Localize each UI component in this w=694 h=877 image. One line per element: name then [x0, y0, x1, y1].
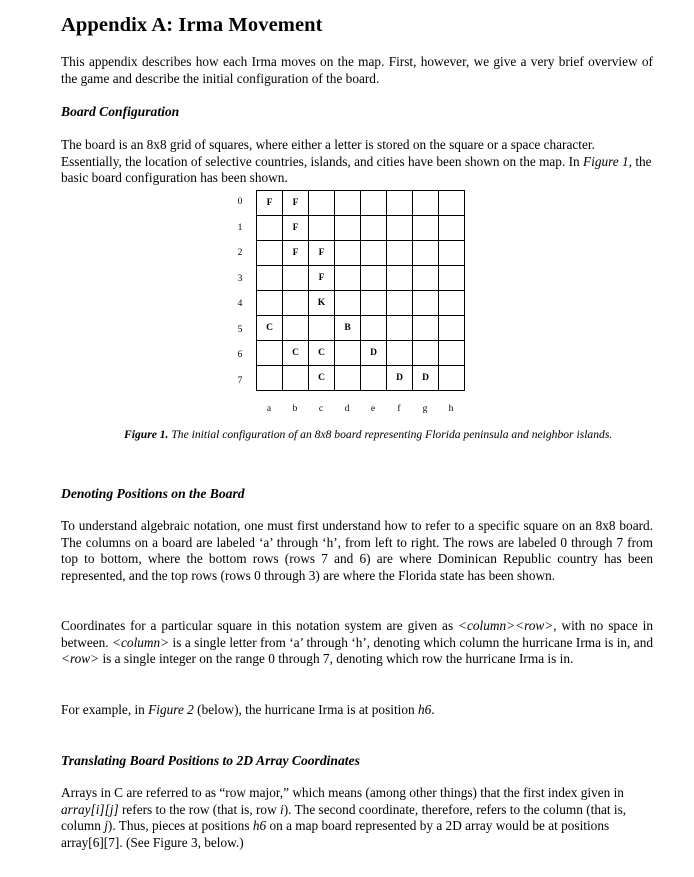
board-cell [283, 266, 309, 291]
board-cell [257, 216, 283, 241]
board-row [257, 291, 465, 316]
board-cell [361, 291, 387, 316]
board-cell [439, 191, 465, 216]
board-cell [413, 341, 439, 366]
board-cell: F [309, 241, 335, 266]
board-row-label: 2 [237, 248, 243, 258]
board-cell [439, 341, 465, 366]
text-run: ). The second coordinate, therefore, refers to the column (that is, column [61, 801, 627, 834]
text-run: is a single letter from ‘a’ through ‘h’, denoting which column the hurricane Irma is in, and [169, 634, 653, 650]
board-grid [256, 190, 465, 391]
board-cell: B [335, 316, 361, 341]
board-row-label: 5 [237, 324, 243, 335]
board-cell [283, 366, 309, 391]
board-cell [387, 266, 413, 291]
board-row [257, 216, 465, 241]
board-cell [387, 316, 413, 341]
text-run: (below), the hurricane Irma is at position [193, 702, 418, 717]
board-row-label: 0 [237, 197, 243, 207]
board-cell [283, 316, 309, 341]
board-column-label: d [344, 404, 350, 414]
board-cell [387, 216, 413, 241]
board-cell [257, 241, 283, 266]
board-cell: F [283, 216, 309, 241]
board-cell [335, 291, 361, 316]
board-cell [361, 366, 387, 391]
board-cell [413, 266, 439, 291]
intro-paragraph [61, 54, 653, 87]
board-cell [309, 191, 335, 216]
denoting-positions-paragraph-2 [61, 618, 653, 668]
position-term: h6 [252, 818, 267, 834]
board-cell [413, 216, 439, 241]
board-row-label: 7 [237, 375, 243, 386]
board-column-label: e [370, 404, 376, 414]
board-row [257, 341, 465, 366]
board-cell: F [283, 191, 309, 216]
board-cell [387, 341, 413, 366]
board-cell [361, 241, 387, 266]
caption-label: Figure 1. [124, 428, 169, 441]
board-cell [335, 366, 361, 391]
board-cell: C [309, 366, 335, 391]
intro-text: This appendix describes how each Irma moves on the map. First, however, we give a very brief overview of the game and describe the initial configuration of the board. [61, 54, 653, 86]
position-term: h6 [417, 702, 432, 717]
board-cell [439, 291, 465, 316]
board-row [257, 266, 465, 291]
text-run: To understand algebraic notation, one must first understand how to refer to a specific square on an 8x8 board. The columns on a board are labeled ‘a’ through ‘h’, from left to right. The rows are labeled 0 through 7 from top to bottom, where the bottom rows (rows 7 and 6) are where Dominican Republic country has been represented, and the top rows (rows 0 through 3) are where the Florida state has been shown. [61, 518, 653, 583]
board-row [257, 366, 465, 391]
board-cell [439, 316, 465, 341]
array-term: array[i][j] [61, 801, 119, 817]
text-run: Arrays in C are referred to as “row major,” which means (among other things) that the first index given in [61, 785, 624, 800]
board-cell [413, 191, 439, 216]
denoting-positions-paragraph-1 [61, 518, 653, 584]
page-title: Appendix A: Irma Movement [61, 14, 323, 36]
board-cell: F [257, 191, 283, 216]
board-cell: D [361, 341, 387, 366]
board-cell [283, 291, 309, 316]
translating-positions-paragraph [61, 785, 653, 851]
board-row [257, 241, 465, 266]
board-cell [309, 216, 335, 241]
text-run: refers to the row (that is, row [118, 801, 281, 817]
text-run: ). Thus, pieces at positions [107, 818, 253, 834]
board-row-label: 4 [237, 299, 243, 309]
board-column-label: h [448, 404, 454, 414]
board-cell [439, 216, 465, 241]
text-run: is a single integer on the range 0 through 7, denoting which row the hurricane Irma is in. [99, 651, 574, 667]
board-row [257, 316, 465, 341]
board-cell [439, 366, 465, 391]
board-cell [387, 291, 413, 316]
text-run: The board is an 8x8 grid of squares, where either a letter is stored on the square or a space character. Essentially, the location of selective countries, islands, and cities have been shown on the map. In [61, 137, 595, 169]
board-row-label: 3 [237, 273, 243, 284]
board-cell: D [413, 366, 439, 391]
board-cell [361, 191, 387, 216]
board-cell [439, 241, 465, 266]
board-cell [361, 216, 387, 241]
board-column-label: a [266, 404, 272, 414]
section-heading-translating-positions: Translating Board Positions to 2D Array Coordinates [61, 753, 360, 768]
board-cell [361, 266, 387, 291]
board-cell [387, 191, 413, 216]
denoting-positions-paragraph-3 [61, 702, 653, 719]
index-term: i [280, 801, 284, 817]
notation-term: <column><row> [458, 618, 554, 633]
section-heading-board-configuration: Board Configuration [61, 104, 180, 119]
board-column-label: g [422, 404, 428, 414]
board-cell [335, 216, 361, 241]
board-cell [439, 266, 465, 291]
text-run: . [431, 702, 435, 717]
text-run: For example, in [61, 702, 149, 717]
board-cell [413, 291, 439, 316]
text-run: , the basic board configuration has been shown. [61, 153, 652, 186]
board-column-label: f [397, 404, 401, 414]
index-term: j [104, 818, 108, 834]
figure-caption [124, 427, 622, 442]
board-cell [309, 316, 335, 341]
board-row-label: 6 [237, 350, 243, 360]
board-cell [335, 341, 361, 366]
board-cell [257, 291, 283, 316]
board-cell: C [257, 316, 283, 341]
board-cell [361, 316, 387, 341]
text-run: Coordinates for a particular square in this notation system are given as [61, 618, 459, 633]
board-cell [335, 241, 361, 266]
board-cell [257, 266, 283, 291]
board-cell [387, 241, 413, 266]
board-cell [413, 241, 439, 266]
board-cell: K [309, 291, 335, 316]
board-cell [335, 266, 361, 291]
board-row-label: 1 [237, 222, 243, 233]
board-cell [335, 191, 361, 216]
notation-term: <column> [112, 634, 170, 650]
caption-text: The initial configuration of an 8x8 board representing Florida peninsula and neighbor islands. [168, 428, 613, 441]
board-cell: C [309, 341, 335, 366]
board-cell: C [283, 341, 309, 366]
board-cell [257, 341, 283, 366]
board-column-label: c [318, 404, 324, 414]
board-cell: F [309, 266, 335, 291]
board-cell [257, 366, 283, 391]
board-configuration-paragraph [61, 137, 653, 187]
board-cell: F [283, 241, 309, 266]
text-run: on a map board represented by a 2D array would be at positions array[6][7]. (See Figure 3, below.) [61, 818, 610, 850]
board-row [257, 191, 465, 216]
board-column-label: b [292, 404, 298, 414]
board-cell: D [387, 366, 413, 391]
board-cell [413, 316, 439, 341]
figure-reference: Figure 1 [583, 153, 629, 169]
section-heading-denoting-positions: Denoting Positions on the Board [61, 486, 245, 501]
notation-term: <row> [61, 651, 100, 667]
figure-reference: Figure 2 [148, 702, 194, 717]
text-run: , with no space in between. [61, 618, 653, 650]
